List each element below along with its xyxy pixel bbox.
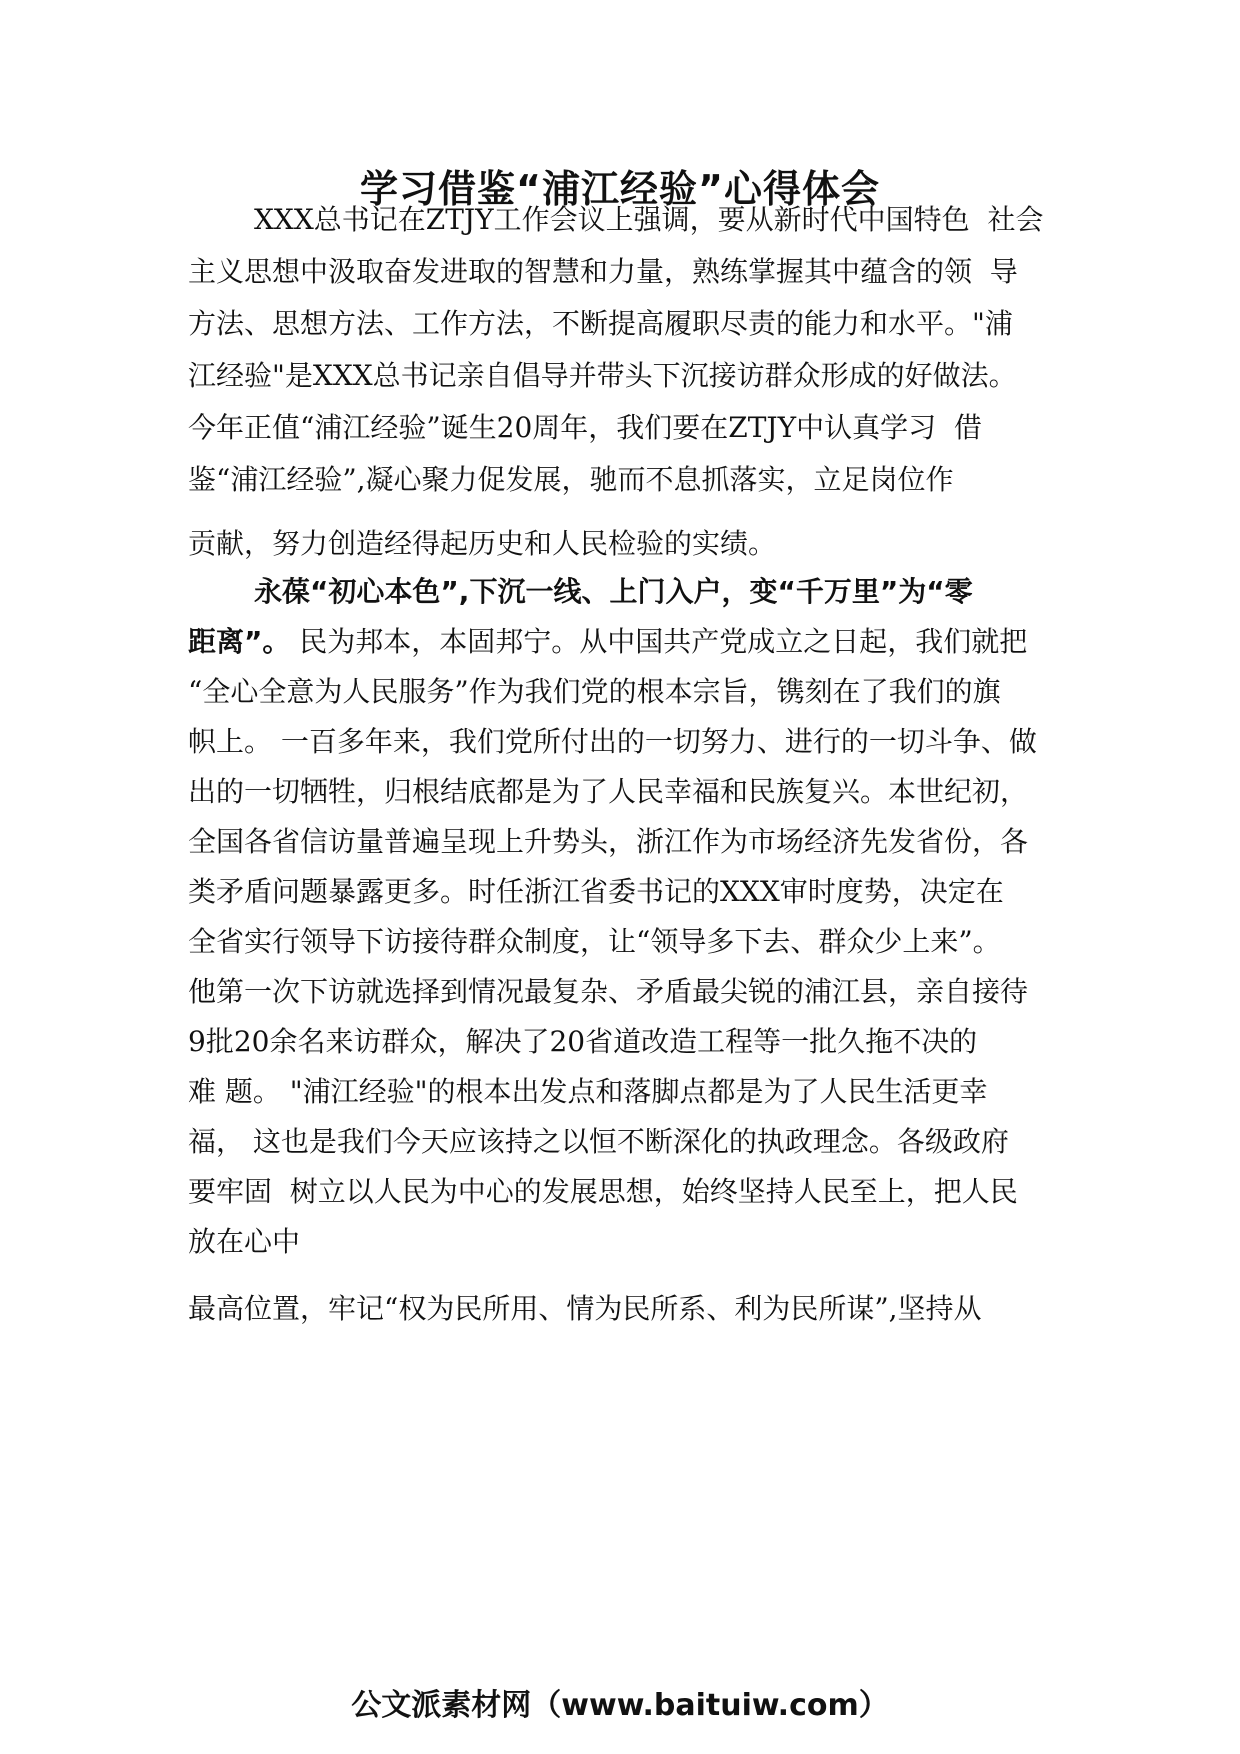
paragraph-1-line-2: 主义思想中汲取奋发进取的智慧和力量，熟练掌握其中蕴含的领 导	[188, 255, 1018, 288]
paragraph-2-line-15: 最高位置，牢记“权为民所用、情为民所系、利为民所谋”,坚持从	[188, 1292, 982, 1325]
paragraph-2-line-2-text: 民为邦本，本固邦宁。从中国共产党成立之日起，我们就把	[290, 625, 1028, 658]
paragraph-2-line-12: 福， 这也是我们今天应该持之以恒不断深化的执政理念。各级政府	[188, 1125, 1009, 1158]
paragraph-2-line-2	[188, 625, 1027, 659]
paragraph-1-line-7: 贡献，努力创造经得起历史和人民检验的实绩。	[188, 527, 777, 560]
paragraph-2-line-11: 难 题。 "浦江经验"的根本出发点和落脚点都是为了人民生活更幸	[188, 1075, 988, 1108]
footer-watermark: 公文派素材网（www.baituiw.com）	[351, 1688, 889, 1723]
paragraph-2-line-5: 出的一切牺牲，归根结底都是为了人民幸福和民族复兴。本世纪初，	[188, 775, 1029, 808]
paragraph-2-line-7: 类矛盾问题暴露更多。时任浙江省委书记的XXX审时度势，决定在	[188, 875, 1004, 908]
paragraph-2-line-14: 放在心中	[188, 1225, 301, 1258]
paragraph-1-line-6: 鉴“浦江经验”,凝心聚力促发展，驰而不息抓落实，立足岗位作	[188, 463, 954, 496]
paragraph-1-line-4: 江经验"是XXX总书记亲自倡导并带头下沉接访群众形成的好做法。	[188, 359, 1017, 392]
paragraph-2-line-9: 他第一次下访就选择到情况最复杂、矛盾最尖锐的浦江县，亲自接待	[188, 975, 1029, 1008]
paragraph-1-line-5: 今年正值“浦江经验”诞生20周年，我们要在ZTJY中认真学习 借	[188, 411, 982, 444]
paragraph-2-heading: 永葆“初心本色”,下沉一线、上门入户，变“千万里”为“零	[254, 575, 973, 608]
document-title: 学习借鉴“浦江经验”心得体会	[360, 167, 880, 211]
paragraph-2-line-8: 全省实行领导下访接待群众制度，让“领导多下去、群众少上来”。	[188, 925, 1001, 958]
paragraph-2-line-13: 要牢固 树立以人民为中心的发展思想，始终坚持人民至上，把人民	[188, 1175, 1018, 1208]
paragraph-2-line-6: 全国各省信访量普遍呈现上升势头，浙江作为市场经济先发省份，各	[188, 825, 1029, 858]
paragraph-1-line-3: 方法、思想方法、工作方法，不断提高履职尽责的能力和水平。"浦	[188, 307, 1013, 340]
paragraph-2-heading-end: 距离”。	[188, 625, 291, 658]
paragraph-1-line-1: XXX总书记在ZTJY工作会议上强调，要从新时代中国特色 社会	[254, 203, 1044, 236]
paragraph-2-line-3: “全心全意为人民服务”作为我们党的根本宗旨，镌刻在了我们的旗	[188, 675, 1001, 708]
paragraph-2-line-10: 9批20余名来访群众，解决了20省道改造工程等一批久拖不决的	[188, 1025, 978, 1058]
paragraph-2-line-4: 帜上。 一百多年来，我们党所付出的一切努力、进行的一切斗争、做	[188, 725, 1037, 758]
